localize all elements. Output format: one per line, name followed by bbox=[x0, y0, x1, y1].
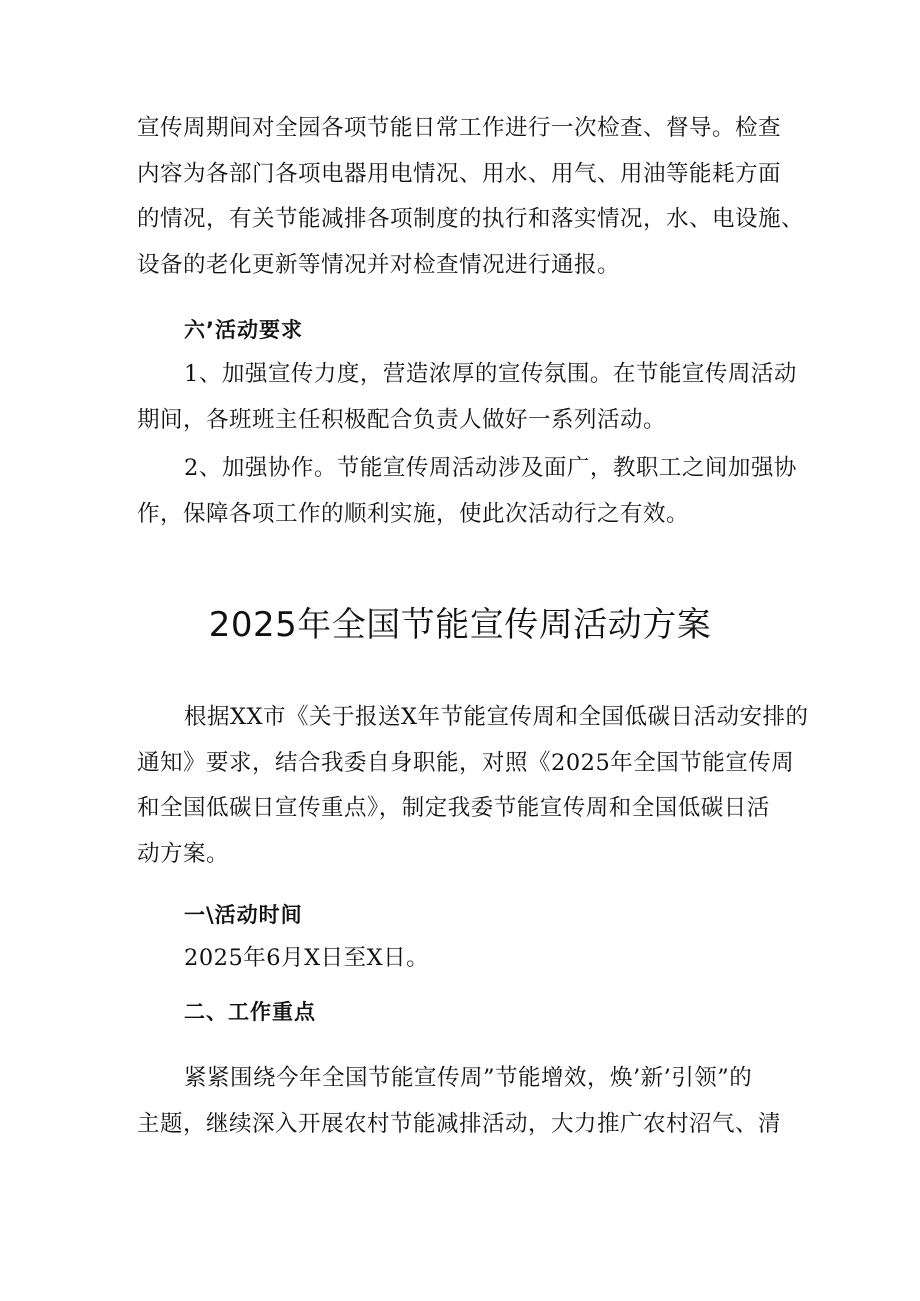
paragraph-focus bbox=[137, 1056, 797, 1147]
text-line: 动方案。 bbox=[137, 840, 230, 867]
section-heading-focus: 二、工作重点 bbox=[184, 1000, 316, 1024]
document-title: 2025年全国节能宣传周活动方案 bbox=[208, 605, 712, 645]
paragraph-requirement-2 bbox=[137, 446, 797, 537]
section-heading-requirements: 六’活动要求 bbox=[184, 318, 303, 342]
text-line: 和全国低碳日宣传重点》，制定我委节能宣传周和全国低碳日活 bbox=[137, 795, 770, 821]
text-line: 主题，继续深入开展农村节能减排活动，大力推广农村沼气、清 bbox=[137, 1110, 782, 1137]
paragraph-inspection bbox=[137, 106, 805, 288]
text-line: 根据XX市《关于报送X年节能宣传周和全国低碳日活动安排的 bbox=[184, 704, 809, 730]
text-line: 紧紧围绕今年全国节能宣传周”节能增效，焕’新’引领”的 bbox=[184, 1065, 753, 1091]
paragraph-time bbox=[137, 936, 797, 982]
text-line: 期间，各班班主任积极配合负责人做好一系列活动。 bbox=[137, 406, 667, 433]
text-line: 设备的老化更新等情况并对检查情况进行通报。 bbox=[137, 251, 621, 278]
text-line: 2、加强协作。节能宣传周活动涉及面广，教职工之间加强协 bbox=[184, 455, 797, 481]
paragraph-requirement-1 bbox=[137, 352, 797, 443]
text-line: 的情况，有关节能减排各项制度的执行和落实情况，水、电设施、 bbox=[137, 206, 805, 232]
text-line: 2025年6月X日至X日。 bbox=[184, 945, 430, 971]
section-heading-time: 一\活动时间 bbox=[184, 903, 303, 927]
text-line: 1、加强宣传力度，营造浓厚的宣传氛围。在节能宣传周活动 bbox=[184, 361, 797, 387]
text-line: 通知》要求，结合我委自身职能，对照《2025年全国节能宣传周 bbox=[137, 749, 795, 776]
text-line: 内容为各部门各项电器用电情况、用水、用气、用油等能耗方面 bbox=[137, 160, 782, 187]
paragraph-intro bbox=[137, 695, 809, 877]
text-line: 宣传周期间对全园各项节能日常工作进行一次检查、督导。检查 bbox=[137, 115, 782, 141]
text-line: 作，保障各项工作的顺利实施，使此次活动行之有效。 bbox=[137, 500, 690, 527]
